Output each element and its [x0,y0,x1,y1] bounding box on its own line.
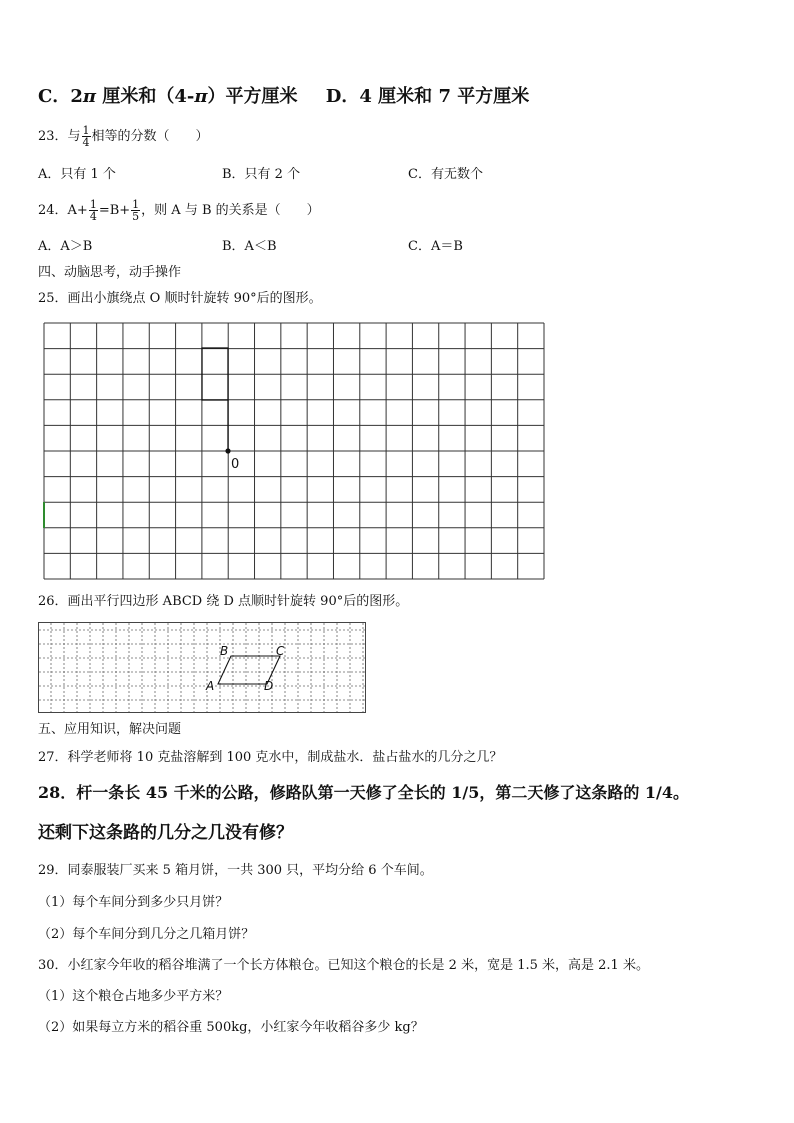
q22-options [38,86,529,108]
q30-sub-2: （2）如果每立方米的稻谷重 500kg，小红家今年收稻谷多少 kg？ [38,1020,424,1035]
q26-label-d: D [264,679,274,693]
section-5-heading: 五、应用知识，解决问题 [38,722,182,737]
section-4-heading: 四、动脑思考，动手操作 [38,265,182,280]
q26-label-b: B [220,644,229,658]
q24-option-c: C．A＝B [408,239,463,254]
q28-line-1: 28．杆一条长 45 千米的公路，修路队第一天修了全长的 1/5，第二天修了这条路的 1/4。 [38,783,690,802]
q22-option-c: C．2π 厘米和（4-π）平方厘米 [38,86,298,107]
q25-grid [44,323,544,579]
q23-option-c: C．有无数个 [408,167,483,182]
q29-sub-2: （2）每个车间分到几分之几箱月饼？ [38,927,255,942]
q26-label-a: A [206,679,215,693]
q28-line-2: 还剩下这条路的几分之几没有修？ [38,823,293,843]
q23-option-a: A．只有 1 个 [38,167,116,182]
q22-option-d: D．4 厘米和 7 平方厘米 [325,86,530,107]
q25-stem: 25．画出小旗绕点 O 顺时针旋转 90°后的图形。 [38,291,322,306]
q24-fraction-2: $\frac{1}{5}$ [132,198,140,223]
q30-stem: 30．小红家今年收的稻谷堆满了一个长方体粮仓。已知这个粮仓的长是 2 米，宽是 1.5 米，高是 2.1 米。 [38,958,649,973]
q29-sub-1: （1）每个车间分到多少只月饼？ [38,895,229,910]
q26-dotted-grid [39,623,365,712]
q25-grid-figure [43,322,545,580]
q30-sub-1: （1）这个粮仓占地多少平方米？ [38,989,229,1004]
q24-option-a: A．A＞B [38,239,93,254]
q26-stem: 26．画出平行四边形 ABCD 绕 D 点顺时针旋转 90°后的图形。 [38,594,409,609]
q26-dotted-grid-figure [38,622,368,714]
q25-point-label: 0 [231,457,240,472]
q26-label-c: C [276,644,285,658]
q23-fraction: $\frac{1}{4}$ [82,124,90,149]
q24-fraction-1: $\frac{1}{4}$ [89,198,97,223]
q25-point-o [225,448,230,453]
q23-option-b: B．只有 2 个 [222,167,301,182]
q23-stem: 23．与 $\frac{1}{4}$ 相等的分数（ ） [38,124,209,149]
q24-stem: 24．A+ $\frac{1}{4}$ =B+ $\frac{1}{5}$ ，则 A 与 B 的关系是（ ） [38,198,320,223]
q27-stem: 27．科学老师将 10 克盐溶解到 100 克水中，制成盐水．盐占盐水的几分之几？ [38,750,503,765]
q24-option-b: B．A＜B [222,239,277,254]
q29-stem: 29．同泰服装厂买来 5 箱月饼，一共 300 只，平均分给 6 个车间。 [38,863,433,878]
